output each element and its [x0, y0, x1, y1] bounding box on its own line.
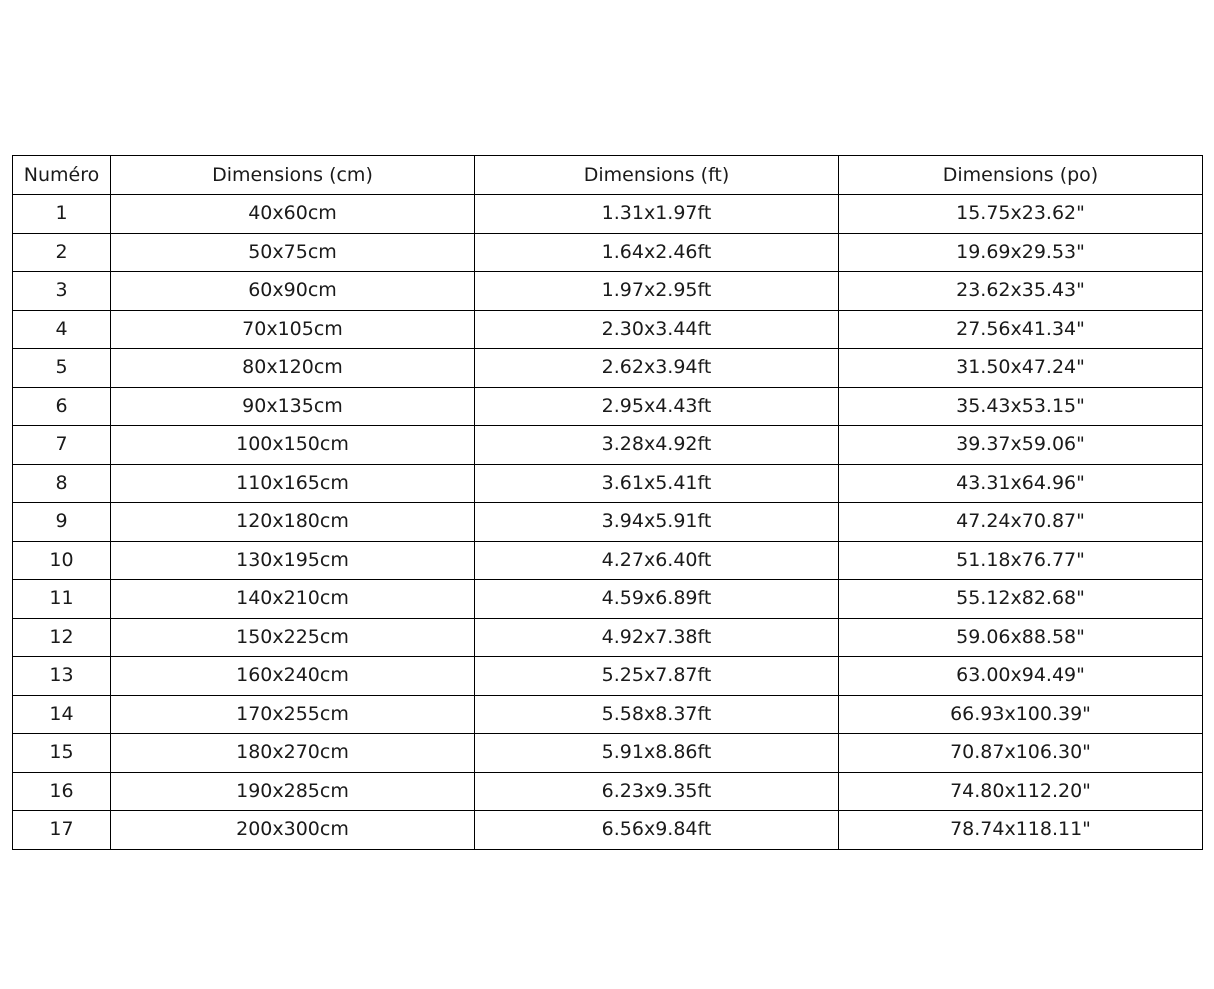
- table-row: [13, 272, 1203, 311]
- table-header: [13, 156, 1203, 195]
- cell-numero: 5: [13, 349, 111, 388]
- cell-numero: 7: [13, 426, 111, 465]
- cell-dimensions-cm: 150x225cm: [111, 618, 475, 657]
- cell-dimensions-po: 70.87x106.30": [839, 734, 1203, 773]
- table-row: [13, 811, 1203, 850]
- cell-dimensions-po: 63.00x94.49": [839, 657, 1203, 696]
- table-row: [13, 426, 1203, 465]
- cell-dimensions-po: 59.06x88.58": [839, 618, 1203, 657]
- cell-dimensions-cm: 80x120cm: [111, 349, 475, 388]
- cell-dimensions-cm: 140x210cm: [111, 580, 475, 619]
- cell-numero: 4: [13, 310, 111, 349]
- cell-dimensions-cm: 100x150cm: [111, 426, 475, 465]
- cell-dimensions-ft: 2.62x3.94ft: [475, 349, 839, 388]
- cell-dimensions-ft: 3.94x5.91ft: [475, 503, 839, 542]
- cell-numero: 16: [13, 772, 111, 811]
- column-header-dimensions-cm: Dimensions (cm): [111, 156, 475, 195]
- cell-dimensions-ft: 1.31x1.97ft: [475, 195, 839, 234]
- cell-dimensions-po: 51.18x76.77": [839, 541, 1203, 580]
- table-row: [13, 195, 1203, 234]
- cell-numero: 6: [13, 387, 111, 426]
- size-chart-container: [12, 155, 1202, 850]
- column-header-numero: Numéro: [13, 156, 111, 195]
- table-row: [13, 503, 1203, 542]
- table-row: [13, 695, 1203, 734]
- table-row: [13, 657, 1203, 696]
- table-header-row: [13, 156, 1203, 195]
- cell-dimensions-cm: 120x180cm: [111, 503, 475, 542]
- cell-numero: 17: [13, 811, 111, 850]
- cell-dimensions-ft: 4.27x6.40ft: [475, 541, 839, 580]
- cell-dimensions-po: 43.31x64.96": [839, 464, 1203, 503]
- cell-dimensions-ft: 4.92x7.38ft: [475, 618, 839, 657]
- cell-dimensions-cm: 90x135cm: [111, 387, 475, 426]
- cell-dimensions-po: 27.56x41.34": [839, 310, 1203, 349]
- cell-dimensions-cm: 130x195cm: [111, 541, 475, 580]
- cell-dimensions-cm: 60x90cm: [111, 272, 475, 311]
- cell-dimensions-cm: 70x105cm: [111, 310, 475, 349]
- cell-dimensions-ft: 3.28x4.92ft: [475, 426, 839, 465]
- table-row: [13, 310, 1203, 349]
- cell-numero: 2: [13, 233, 111, 272]
- cell-dimensions-ft: 4.59x6.89ft: [475, 580, 839, 619]
- cell-dimensions-po: 55.12x82.68": [839, 580, 1203, 619]
- column-header-dimensions-po: Dimensions (po): [839, 156, 1203, 195]
- cell-dimensions-ft: 1.97x2.95ft: [475, 272, 839, 311]
- table-row: [13, 618, 1203, 657]
- cell-dimensions-ft: 2.95x4.43ft: [475, 387, 839, 426]
- column-header-dimensions-ft: Dimensions (ft): [475, 156, 839, 195]
- cell-numero: 9: [13, 503, 111, 542]
- table-row: [13, 233, 1203, 272]
- cell-numero: 8: [13, 464, 111, 503]
- cell-dimensions-cm: 110x165cm: [111, 464, 475, 503]
- cell-dimensions-po: 31.50x47.24": [839, 349, 1203, 388]
- cell-dimensions-cm: 40x60cm: [111, 195, 475, 234]
- cell-dimensions-po: 39.37x59.06": [839, 426, 1203, 465]
- cell-dimensions-cm: 180x270cm: [111, 734, 475, 773]
- cell-dimensions-cm: 170x255cm: [111, 695, 475, 734]
- cell-dimensions-cm: 190x285cm: [111, 772, 475, 811]
- cell-numero: 1: [13, 195, 111, 234]
- cell-dimensions-po: 78.74x118.11": [839, 811, 1203, 850]
- cell-numero: 12: [13, 618, 111, 657]
- cell-dimensions-ft: 1.64x2.46ft: [475, 233, 839, 272]
- cell-dimensions-ft: 5.25x7.87ft: [475, 657, 839, 696]
- cell-dimensions-po: 35.43x53.15": [839, 387, 1203, 426]
- table-row: [13, 541, 1203, 580]
- table-row: [13, 349, 1203, 388]
- cell-dimensions-po: 23.62x35.43": [839, 272, 1203, 311]
- cell-numero: 14: [13, 695, 111, 734]
- cell-dimensions-cm: 200x300cm: [111, 811, 475, 850]
- cell-dimensions-po: 15.75x23.62": [839, 195, 1203, 234]
- cell-numero: 15: [13, 734, 111, 773]
- cell-dimensions-ft: 6.56x9.84ft: [475, 811, 839, 850]
- cell-dimensions-ft: 3.61x5.41ft: [475, 464, 839, 503]
- cell-numero: 13: [13, 657, 111, 696]
- cell-dimensions-ft: 2.30x3.44ft: [475, 310, 839, 349]
- cell-dimensions-cm: 50x75cm: [111, 233, 475, 272]
- cell-dimensions-po: 66.93x100.39": [839, 695, 1203, 734]
- table-body: [13, 195, 1203, 850]
- size-chart-table: [12, 155, 1203, 850]
- cell-dimensions-po: 47.24x70.87": [839, 503, 1203, 542]
- cell-dimensions-ft: 6.23x9.35ft: [475, 772, 839, 811]
- cell-numero: 10: [13, 541, 111, 580]
- cell-numero: 3: [13, 272, 111, 311]
- cell-dimensions-ft: 5.58x8.37ft: [475, 695, 839, 734]
- cell-dimensions-cm: 160x240cm: [111, 657, 475, 696]
- cell-numero: 11: [13, 580, 111, 619]
- cell-dimensions-po: 19.69x29.53": [839, 233, 1203, 272]
- cell-dimensions-po: 74.80x112.20": [839, 772, 1203, 811]
- table-row: [13, 580, 1203, 619]
- table-row: [13, 464, 1203, 503]
- table-row: [13, 734, 1203, 773]
- table-row: [13, 387, 1203, 426]
- table-row: [13, 772, 1203, 811]
- cell-dimensions-ft: 5.91x8.86ft: [475, 734, 839, 773]
